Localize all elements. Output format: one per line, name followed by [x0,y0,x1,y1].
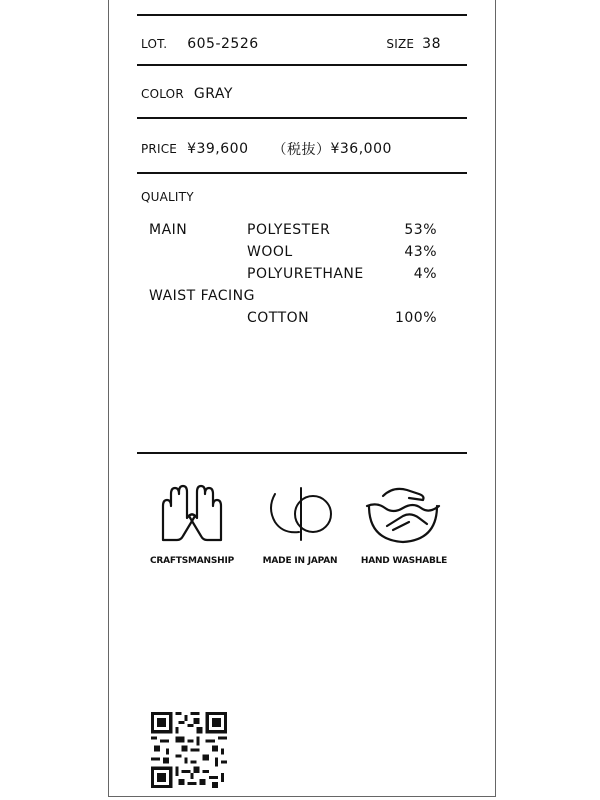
divider [137,64,467,66]
quality-label: QUALITY [141,190,194,204]
divider [137,117,467,119]
material-name: POLYESTER [247,222,331,238]
price-label: PRICE [141,142,178,156]
material-percent: 4% [413,266,437,282]
lot-label: LOT. [141,37,168,51]
divider [137,14,467,16]
part-main: MAIN [149,222,188,238]
japan-icon [265,484,335,544]
material-percent: 43% [404,244,437,260]
material-percent: 53% [404,222,437,238]
hand-wash-icon [363,482,443,548]
color-row [141,80,471,108]
pre-tax-price: ¥36,000 [330,141,392,157]
made-in-japan-caption: MADE IN JAPAN [262,556,338,566]
product-tag [108,0,496,797]
size-value: 38 [422,36,441,52]
divider [137,452,467,454]
material-name: POLYURETHANE [247,266,364,282]
material-percent: 100% [394,310,437,326]
color-value: GRAY [193,86,233,102]
color-label: COLOR [141,87,184,101]
craftsmanship-caption: CRAFTSMANSHIP [149,556,235,566]
part-waist-facing: WAIST FACING [149,288,255,304]
material-name: COTTON [247,310,310,326]
divider [137,172,467,174]
size-label: SIZE [386,37,415,51]
tax-note: （税抜） [272,142,331,158]
hand-washable-caption: HAND WASHABLE [360,556,448,566]
lot-row [141,30,471,58]
lot-value: 605-2526 [187,36,259,52]
hands-icon [153,482,231,544]
price-row [141,135,471,163]
material-name: WOOL [247,244,293,260]
price-value: ¥39,600 [187,141,249,157]
qr-code-icon [151,712,227,788]
